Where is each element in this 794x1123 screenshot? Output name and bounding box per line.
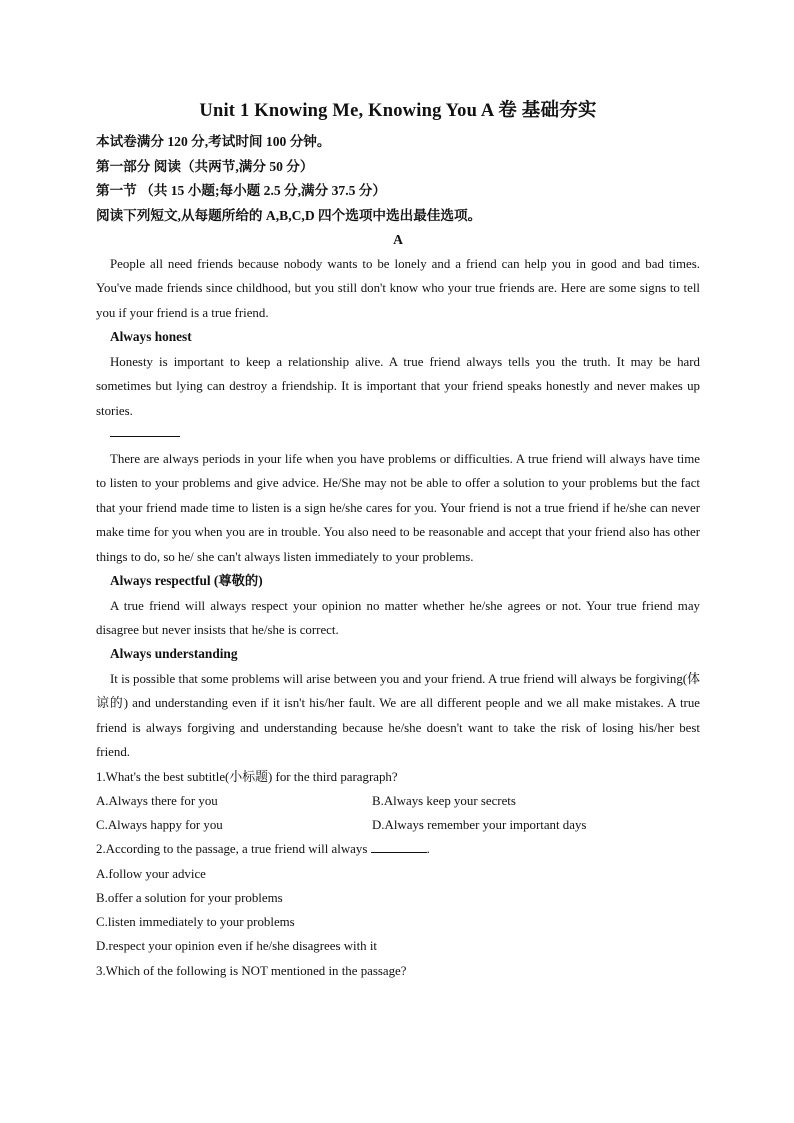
subtitle-honest: Always honest [110,329,192,345]
q2-option-d[interactable]: D.respect your opinion even if he/she disagrees with it [96,939,378,954]
q1-option-c[interactable]: C.Always happy for you [96,818,223,833]
part-heading: 第一部分 阅读（共两节,满分 50 分） [96,158,314,174]
subtitle-blank [96,423,700,447]
section-heading: 第一节 （共 15 小题;每小题 2.5 分,满分 37.5 分） [96,183,386,198]
instructions: 阅读下列短文,从每题所给的 A,B,C,D 四个选项中选出最佳选项。 [96,207,482,223]
paragraph-respectful: A true friend will always respect your opinion no matter whether he/she agrees or not. Your true friend may disagree but never insists that he/she is correct. [96,598,700,638]
question-2-stem: 2.According to the passage, a true friend will always [96,842,368,857]
page-title: Unit 1 Knowing Me, Knowing You A 卷 基础夯实 [199,101,597,121]
paragraph-third: There are always periods in your life when you have problems or difficulties. A true friend will always have time to listen to your problems and give advice. He/She may not be able to offer a solution to your problems but the fact that your friend made time to listen is a sign he/she cares for you. Your friend is not a true friend if he/she can never make time for you when you are in trouble. You also need to be reasonable and accept that your friend also has other things to do, so he/ she can't always listen immediately to your problems. [96,452,700,564]
q2-option-b[interactable]: B.offer a solution for your problems [96,890,283,905]
q1-option-b[interactable]: B.Always keep your secrets [372,793,516,808]
q2-option-a[interactable]: A.follow your advice [96,866,206,881]
question-3: 3.Which of the following is NOT mentioned in the passage? [96,963,407,978]
paragraph-understanding: It is possible that some problems will arise between you and your friend. A true friend will always be forgiving(体谅的) and understanding even if it isn't his/her fault. We are all different people and we all make mistakes. A true friend is always forgiving and understanding because he/she doesn't want to take the risk of losing his/her best friend. [96,672,700,760]
exam-page [96,96,700,983]
subtitle-understanding: Always understanding [110,646,238,662]
question-2 [96,837,700,861]
passage-label: A [393,232,403,247]
question-2-end: . [426,842,430,857]
score-info: 本试卷满分 120 分,考试时间 100 分钟。 [96,134,331,149]
q1-options-row-2 [96,813,700,837]
q1-option-d[interactable]: D.Always remember your important days [372,818,587,833]
paragraph-honest: Honesty is important to keep a relationship alive. A true friend always tells you the truth. It may be hard sometimes but lying can destroy a friendship. It is important that your friend speaks honestly and never makes up stories. [96,354,700,418]
answer-blank[interactable] [371,841,427,853]
q1-option-a[interactable]: A.Always there for you [96,793,218,808]
question-1: 1.What's the best subtitle(小标题) for the third paragraph? [96,769,398,784]
subtitle-respectful: Always respectful (尊敬的) [110,573,263,589]
q1-options-row-1 [96,789,700,813]
intro-paragraph: People all need friends because nobody wants to be lonely and a friend can help you in good and bad times. You've made friends since childhood, but you still don't know who your true friends are. Here are some signs to tell you if your friend is a true friend. [96,257,700,320]
q2-option-c[interactable]: C.listen immediately to your problems [96,915,295,930]
